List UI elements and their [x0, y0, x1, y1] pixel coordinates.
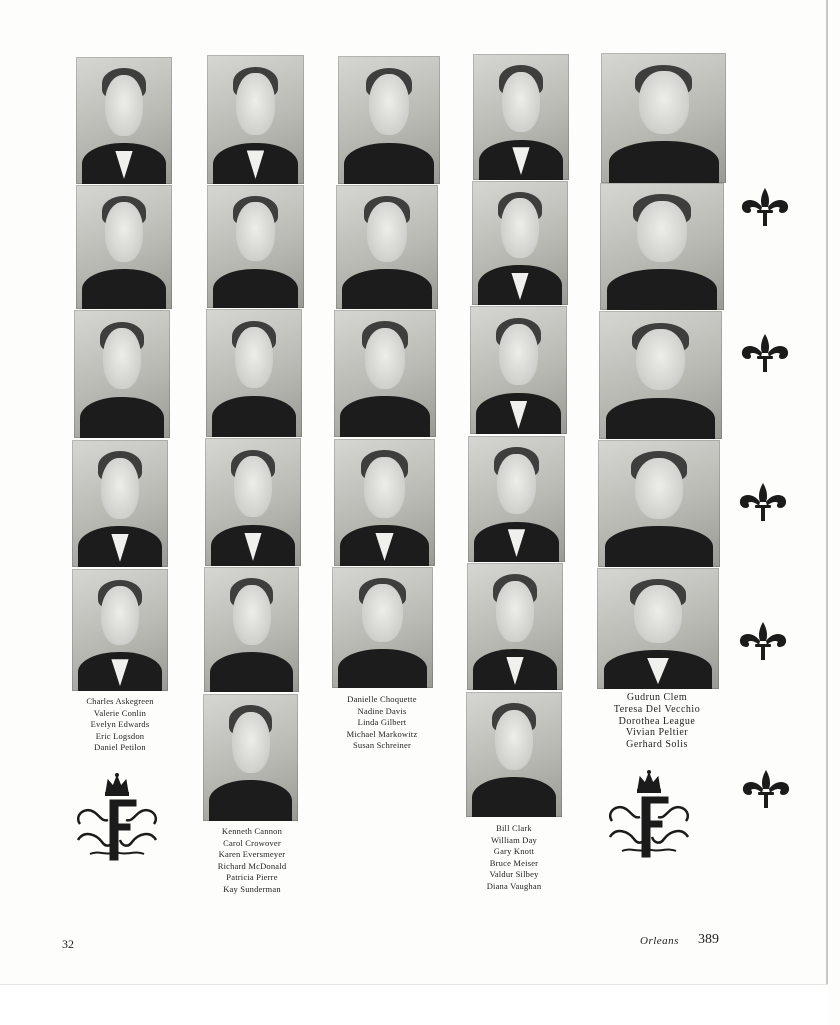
student-name: Bill Clark [496, 823, 532, 833]
portrait-photo [468, 436, 565, 562]
portrait-photo [598, 440, 720, 567]
portrait-photo [466, 692, 562, 817]
student-name: Gerhard Solis [626, 739, 688, 751]
portrait-photo [334, 439, 435, 566]
portrait-photo [600, 183, 724, 310]
student-name: Diana Vaughan [486, 880, 542, 891]
student-name: Daniel Petilon [94, 742, 146, 753]
portrait-photo [334, 310, 436, 437]
portrait-photo [470, 306, 567, 434]
name-list-column-5 [592, 692, 722, 751]
page-edge [826, 0, 828, 985]
portrait-photo [467, 563, 563, 690]
name-list-column-1 [58, 696, 182, 754]
crowned-letter-crest-icon [72, 770, 162, 870]
fleur-de-lis-icon [736, 620, 790, 664]
student-name: Nadine Davis [357, 705, 407, 716]
student-name: Charles Askegreen [86, 696, 154, 706]
student-name: Valdur Silbey [489, 869, 539, 880]
student-name: Michael Markowitz [346, 728, 418, 739]
portrait-photo [203, 694, 298, 821]
student-name: Evelyn Edwards [90, 719, 150, 730]
portrait-photo [205, 438, 301, 566]
portrait-photo [338, 56, 440, 184]
portrait-photo [207, 185, 304, 308]
portrait-photo [204, 567, 299, 692]
fleur-de-lis-icon [739, 768, 793, 812]
student-name: Dorothea League [618, 715, 696, 727]
name-list-column-4 [452, 823, 576, 893]
student-name: Carol Crowover [223, 837, 281, 848]
name-list-column-3 [320, 694, 444, 752]
name-list-column-2 [190, 826, 314, 896]
portrait-photo [336, 185, 438, 309]
student-name: William Day [491, 834, 537, 845]
portrait-photo [72, 440, 168, 567]
student-name: Karen Eversmeyer [218, 849, 286, 860]
crowned-letter-crest-icon [604, 767, 694, 867]
fleur-de-lis-icon [736, 481, 790, 525]
portrait-photo [206, 309, 302, 437]
student-name: Teresa Del Vecchio [613, 703, 701, 715]
student-name: Susan Schreiner [352, 740, 411, 751]
scan-margin [0, 984, 828, 1025]
portrait-photo [207, 55, 304, 184]
left-page-number: 32 [62, 937, 74, 951]
portrait-photo [76, 57, 172, 184]
student-name: Kay Sunderman [223, 883, 281, 894]
portrait-photo [597, 568, 719, 689]
portrait-photo [599, 311, 722, 439]
portrait-photo [72, 569, 168, 691]
student-name: Valerie Conlin [93, 707, 147, 718]
student-name: Linda Gilbert [357, 717, 407, 728]
fleur-de-lis-icon [738, 332, 792, 376]
right-page-number: 389 [698, 932, 719, 947]
student-name: Eric Logsdon [95, 730, 145, 741]
portrait-photo [74, 310, 170, 438]
student-name: Gudrun Clem [626, 692, 688, 703]
student-name: Gary Knott [493, 846, 535, 857]
portrait-photo [473, 54, 569, 180]
student-name: Richard McDonald [217, 860, 287, 871]
student-name: Danielle Choquette [347, 694, 417, 704]
portrait-photo [472, 181, 568, 305]
student-name: Bruce Meiser [489, 857, 539, 868]
student-name: Kenneth Cannon [221, 826, 283, 836]
student-name: Patricia Pierre [226, 872, 278, 883]
portrait-photo [76, 185, 172, 309]
fleur-de-lis-icon [738, 186, 792, 230]
running-title: Orleans [640, 935, 679, 947]
portrait-photo [332, 567, 433, 688]
student-name: Vivian Peltier [625, 727, 689, 739]
portrait-photo [601, 53, 726, 183]
